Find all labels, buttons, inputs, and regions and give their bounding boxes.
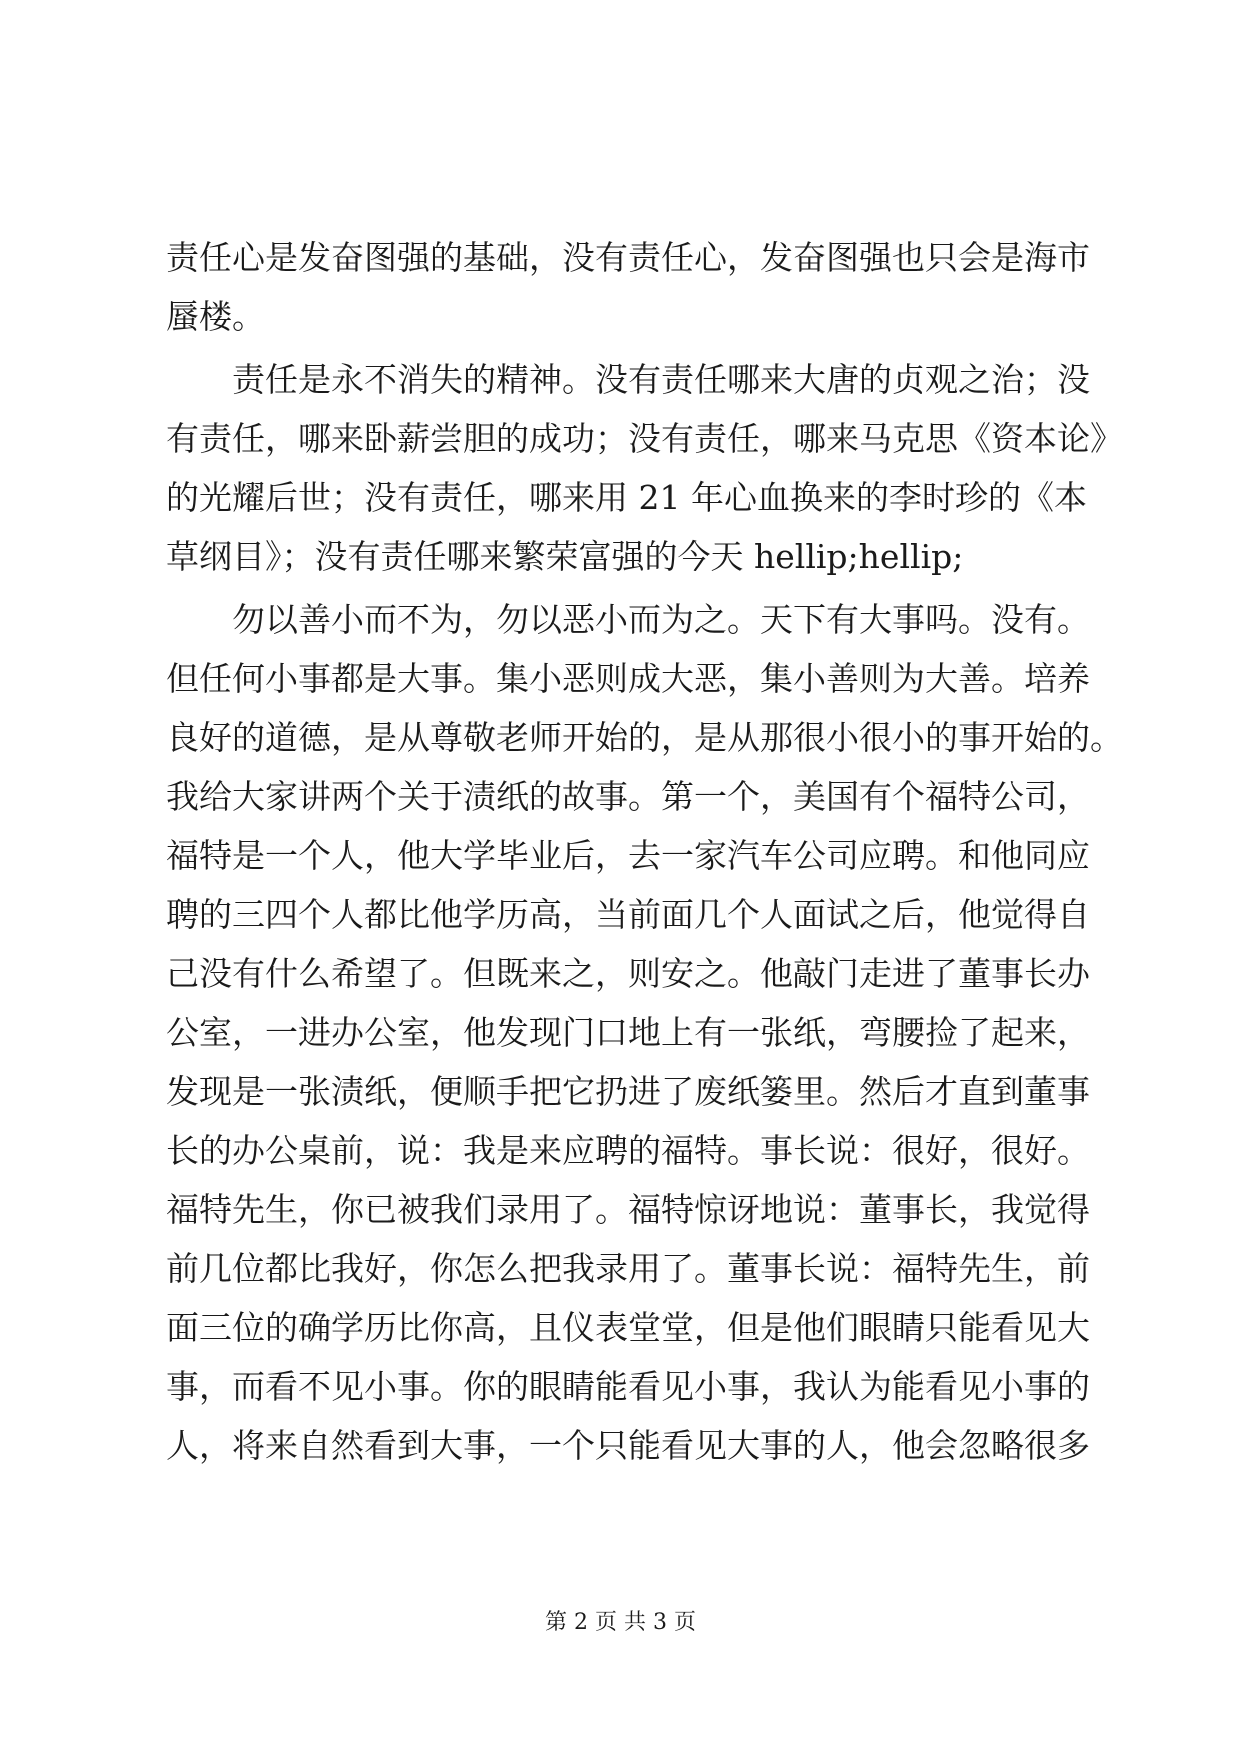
text-line: 勿以善小而不为，勿以恶小而为之。天下有大事吗。没有。 [166,600,1090,639]
text-line: 事，而看不见小事。你的眼睛能看见小事，我认为能看见小事的 [166,1367,1090,1406]
text-line: 人，将来自然看到大事，一个只能看见大事的人，他会忽略很多 [166,1426,1090,1465]
text-line: 但任何小事都是大事。集小恶则成大恶，集小善则为大善。培养 [166,659,1090,698]
text-line: 有责任，哪来卧薪尝胆的成功；没有责任，哪来马克思《资本论》 [166,419,1123,458]
text-line: 草纲目》；没有责任哪来繁荣富强的今天 hellip;hellip; [166,537,964,576]
text-line: 聘的三四个人都比他学历高，当前面几个人面试之后，他觉得自 [166,895,1090,934]
text-line: 责任心是发奋图强的基础，没有责任心，发奋图强也只会是海市 [166,238,1090,277]
text-line: 我给大家讲两个关于渍纸的故事。第一个，美国有个福特公司， [166,777,1090,816]
text-line: 长的办公桌前，说：我是来应聘的福特。事长说：很好，很好。 [166,1131,1090,1170]
document-body [166,228,1123,1475]
text-line: 良好的道德，是从尊敬老师开始的，是从那很小很小的事开始的。 [166,718,1123,757]
text-line: 责任是永不消失的精神。没有责任哪来大唐的贞观之治；没 [166,360,1090,399]
text-line: 前几位都比我好，你怎么把我录用了。董事长说：福特先生，前 [166,1249,1090,1288]
text-line: 公室，一进办公室，他发现门口地上有一张纸，弯腰捡了起来， [166,1013,1090,1052]
page-footer: 第 2 页 共 3 页 [545,1610,696,1635]
text-line: 福特先生，你已被我们录用了。福特惊讶地说：董事长，我觉得 [166,1190,1090,1229]
text-line: 蜃楼。 [166,297,265,336]
text-line: 的光耀后世；没有责任，哪来用 21 年心血换来的李时珍的《本 [166,478,1087,517]
text-line: 己没有什么希望了。但既来之，则安之。他敲门走进了董事长办 [166,954,1090,993]
text-line: 福特是一个人，他大学毕业后，去一家汽车公司应聘。和他同应 [166,836,1090,875]
text-line: 发现是一张渍纸，便顺手把它扔进了废纸篓里。然后才直到董事 [166,1072,1090,1111]
text-line: 面三位的确学历比你高，且仪表堂堂，但是他们眼睛只能看见大 [166,1308,1090,1347]
